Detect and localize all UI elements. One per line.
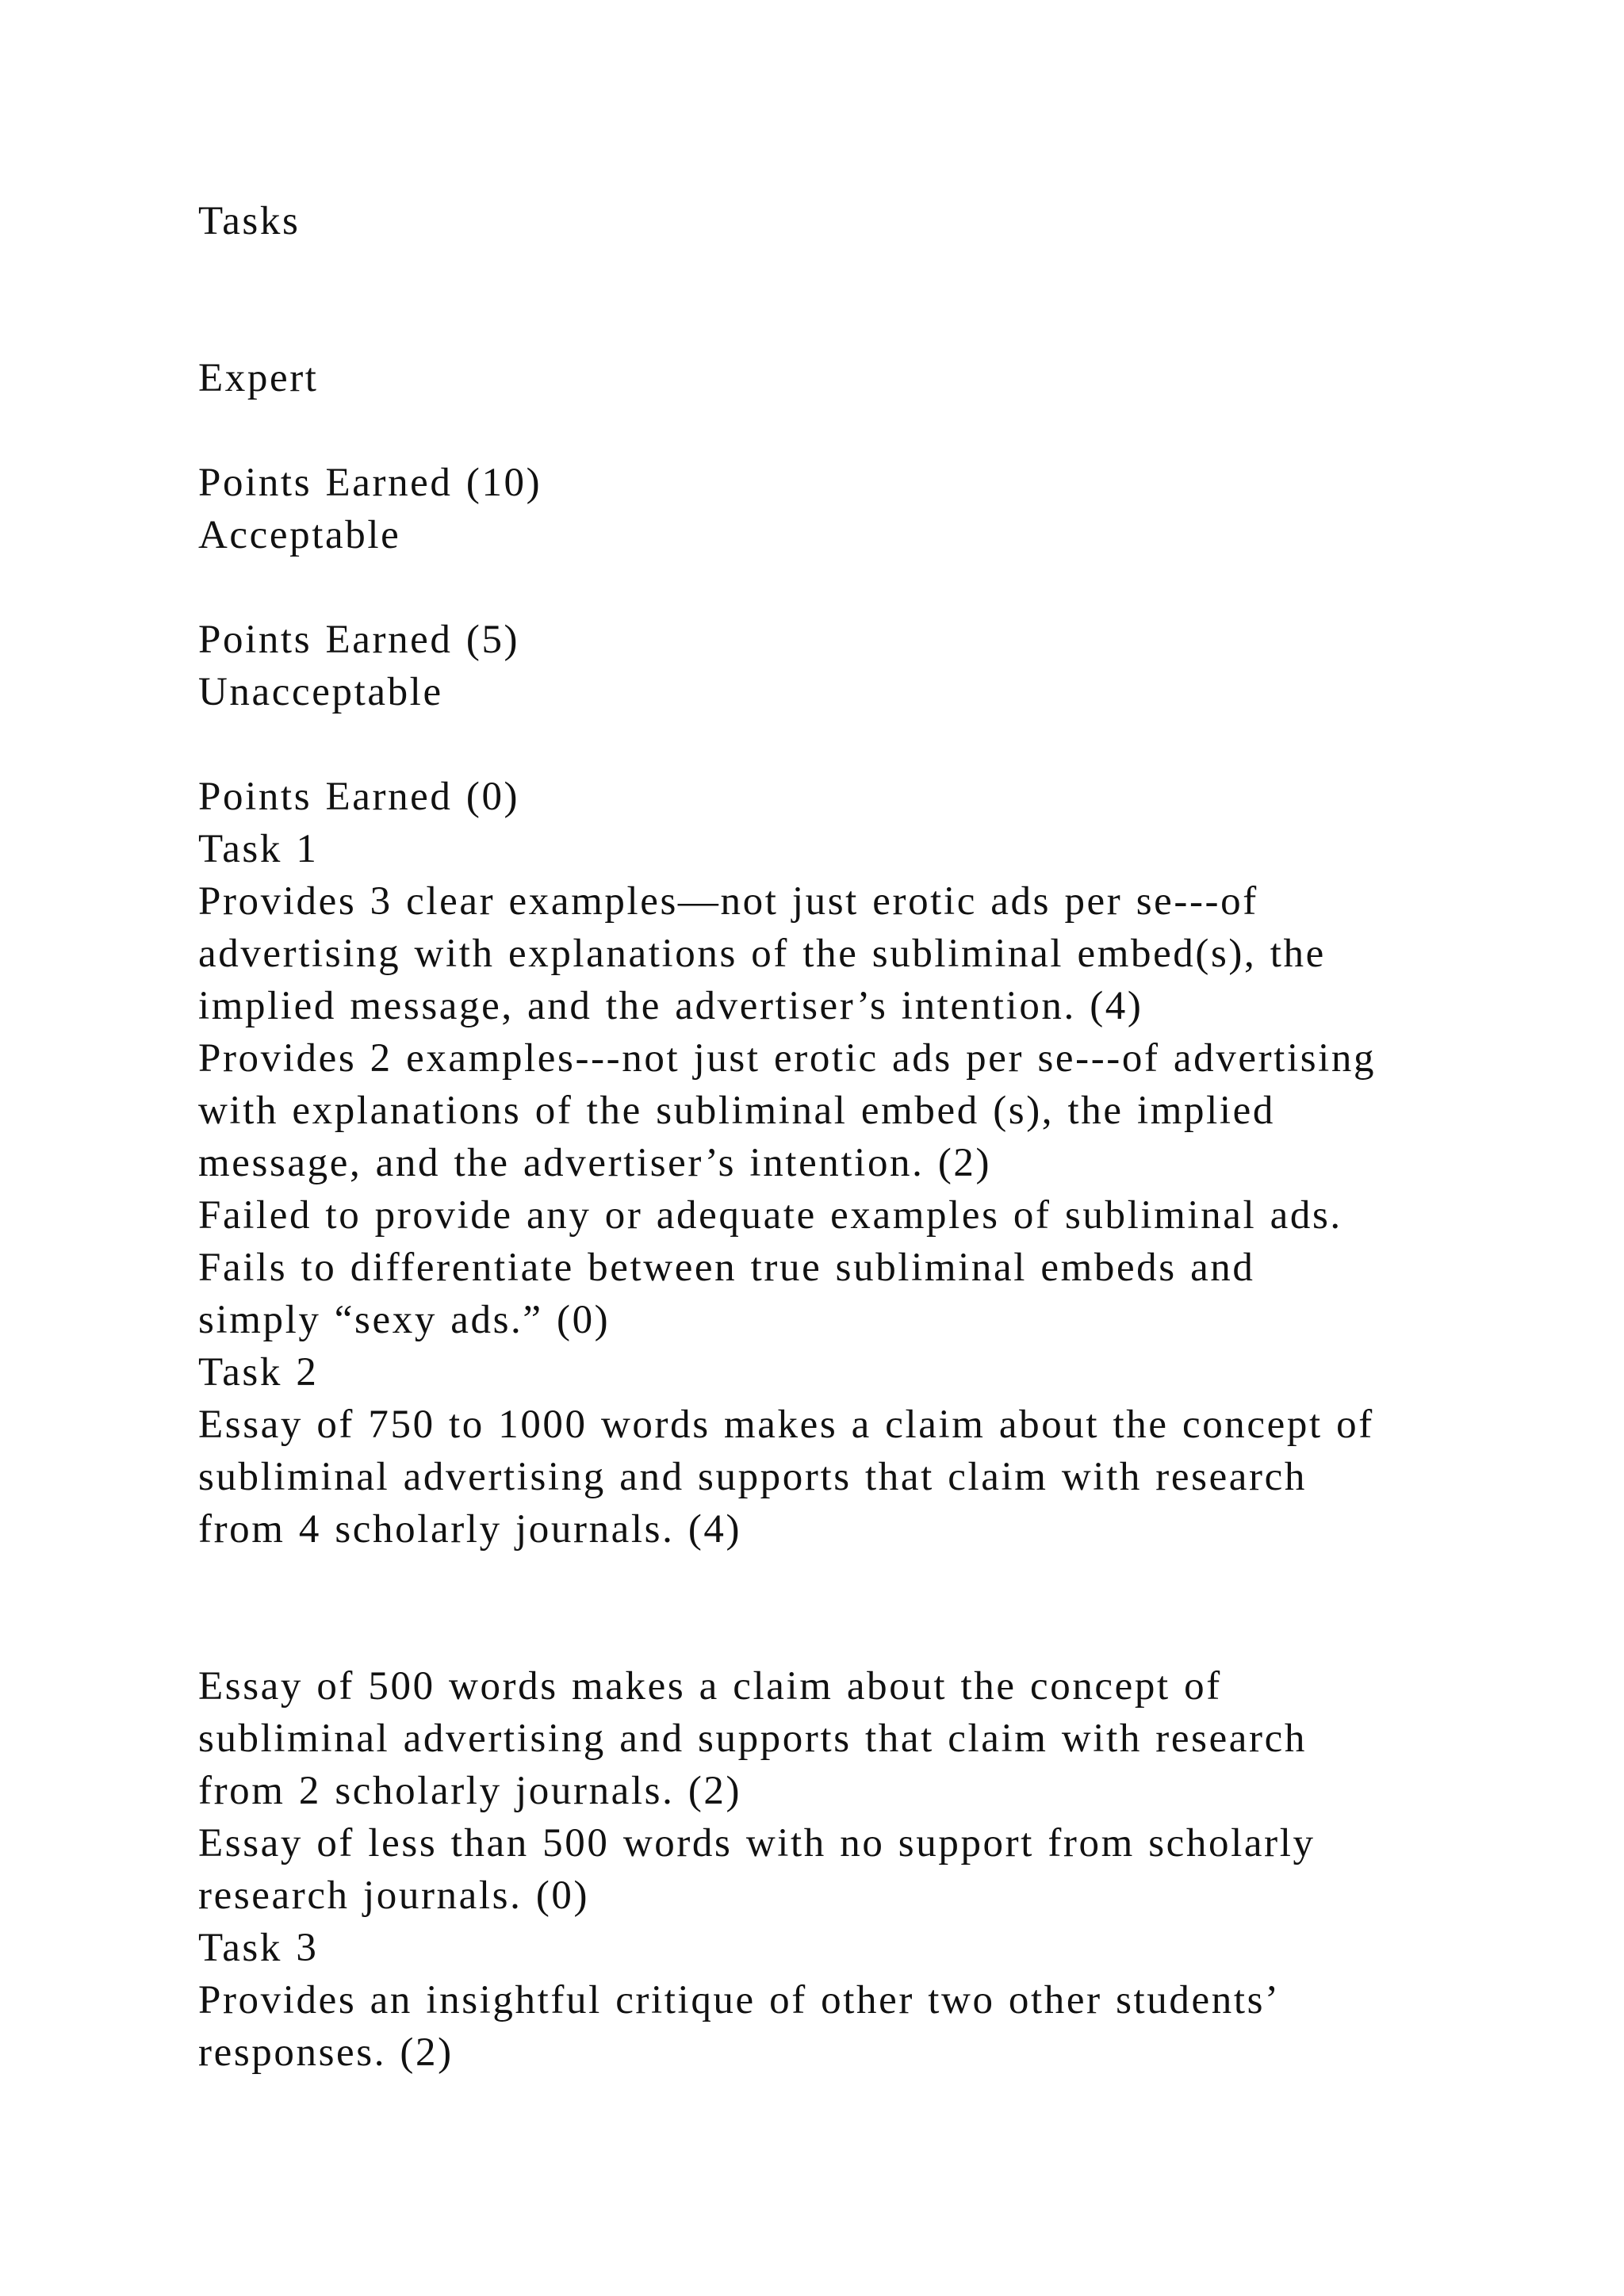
task-2-acceptable-line-2: subliminal advertising and supports that claim with research bbox=[198, 1716, 1307, 1761]
column-label-unacceptable: Unacceptable bbox=[198, 670, 443, 714]
points-earned-0: Points Earned (0) bbox=[198, 775, 520, 819]
column-label-expert: Expert bbox=[198, 356, 319, 400]
points-earned-5: Points Earned (5) bbox=[198, 618, 520, 662]
task-2-label: Task 2 bbox=[198, 1350, 319, 1395]
task-1-expert-line-3: implied message, and the advertiser’s intention. (4) bbox=[198, 984, 1143, 1028]
task-1-acceptable-line-3: message, and the advertiser’s intention. (2) bbox=[198, 1141, 992, 1185]
task-2-acceptable-line-1: Essay of 500 words makes a claim about the concept of bbox=[198, 1664, 1222, 1709]
heading-tasks: Tasks bbox=[198, 199, 301, 243]
task-1-unacceptable-line-1: Failed to provide any or adequate examples of subliminal ads. bbox=[198, 1193, 1342, 1238]
task-1-unacceptable-line-3: simply “sexy ads.” (0) bbox=[198, 1298, 611, 1342]
points-earned-10: Points Earned (10) bbox=[198, 461, 542, 505]
task-3-label: Task 3 bbox=[198, 1926, 319, 1970]
document-body bbox=[198, 195, 1546, 2075]
task-1-expert-line-1: Provides 3 clear examples—not just erotic ads per se---of bbox=[198, 879, 1258, 924]
task-2-acceptable-line-3: from 2 scholarly journals. (2) bbox=[198, 1769, 742, 1813]
task-3-expert-line-1: Provides an insightful critique of other two other students’ bbox=[198, 1978, 1281, 2022]
task-3-expert-line-2: responses. (2) bbox=[198, 2030, 454, 2075]
task-2-unacceptable-line-2: research journals. (0) bbox=[198, 1873, 590, 1918]
task-1-expert-line-2: advertising with explanations of the subliminal embed(s), the bbox=[198, 932, 1326, 976]
task-2-expert-line-2: subliminal advertising and supports that claim with research bbox=[198, 1455, 1307, 1499]
column-label-acceptable: Acceptable bbox=[198, 513, 401, 557]
task-2-unacceptable-line-1: Essay of less than 500 words with no support from scholarly bbox=[198, 1821, 1316, 1866]
task-1-acceptable-line-1: Provides 2 examples---not just erotic ads per se---of advertising bbox=[198, 1036, 1377, 1081]
task-1-unacceptable-line-2: Fails to differentiate between true subliminal embeds and bbox=[198, 1246, 1255, 1290]
task-2-expert-line-1: Essay of 750 to 1000 words makes a claim about the concept of bbox=[198, 1402, 1374, 1447]
task-1-label: Task 1 bbox=[198, 827, 319, 871]
task-1-acceptable-line-2: with explanations of the subliminal embed (s), the implied bbox=[198, 1089, 1275, 1133]
task-2-expert-line-3: from 4 scholarly journals. (4) bbox=[198, 1507, 742, 1552]
